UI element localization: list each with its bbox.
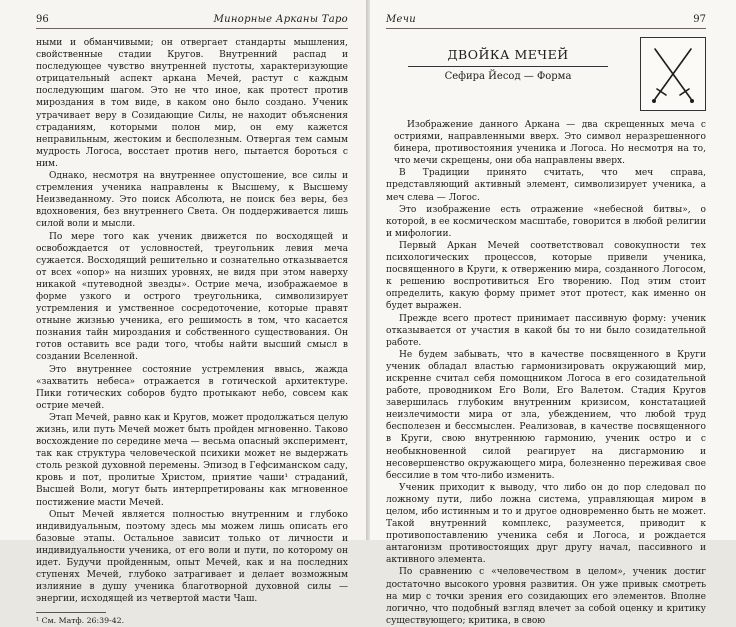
chapter-title: ДВОЙКА МЕЧЕЙ [447, 47, 569, 62]
paragraph: Первый Аркан Мечей соответствовал совокупности тех психологических процессов, которые привели ученика, посвященного в Круги, к отвержению мира, созданного Логосом, к решению воспротивиться Его творению. Под этим стоит определить, какую форму примет этот протест, как именно он будет выражен. [386, 240, 706, 312]
chapter-header [386, 37, 706, 111]
right-page [370, 0, 736, 626]
right-page-number: 97 [693, 14, 706, 25]
paragraph: Прежде всего протест принимает пассивную форму: ученик отказывается от участия в какой бы то ни было созидательной работе. [386, 313, 706, 348]
paragraph: Изображение данного Аркана — два скрещенных меча с остриями, направленными вверх. Это символ неразрешенного бинера, противостояния ученика и Логоса. Но несмотря на то, что мечи скрещены, они оба направлены вверх. [394, 120, 706, 167]
right-running-title: Мечи [386, 14, 417, 25]
paragraph: Этап Мечей, равно как и Кругов, может продолжаться целую жизнь, или путь Мечей может быть пройден мгновенно. Таково восхождение по середине меча — весьма опасный эксперимент, так как структура человеческой психики может не выдержать столь резкой духовной перемены. Эпизод в Гефсиманском саду, кровь и пот, пролитые Христом, приятие чаши¹ страданий, Высшей Воли, могут быть интерпретированы как мгновенное постижение масти Мечей. [36, 412, 348, 508]
paragraph: Не будем забывать, что в качестве посвященного в Круги ученик обладал властью гармонизировать окружающий мир, искренне считал себя помощником Логоса в его созидательной работе, проводником Его Воли, Его Валетом. Стадия Кругов завершилась глубоким внутренним кризисом, констатацией неизлечимости мира от зла, убеждением, что любой труд бесполезен и бессмыслен. Реализовав, в качестве посвященного в Круги, свою внутреннюю гармонию, ученик остро и с необыкновенной силой реагирует на дисгармонию и несовершенство окружающего мира, болезненно переживая свое бессилие в том что-либо изменить. [386, 349, 706, 481]
footnote: ¹ См. Матф. 26:39-42. [36, 616, 125, 626]
left-running-title: Минорные Арканы Таро [213, 14, 348, 25]
left-body-text [36, 37, 348, 605]
paragraph: Однако, несмотря на внутреннее опустошение, все силы и стремления ученика направлены к Высшему, к Высшему Неизведанному. Это поиск Абсолюта, не поиск без веры, без вдохновения, без внутреннего Света. Он поддерживается лишь силой воли и мысли. [36, 171, 348, 230]
left-running-header [36, 14, 348, 29]
paragraph: По мере того как ученик движется по восходящей и освобождается от условностей, треугольник левия меча сужается. Восходящий решительно и сознательно отказывается от всех «опор» на низших уровнях, не видя при этом наверху никакой «путеводной звезды». Острие меча, изображаемое в форме узкого и острого треугольника, символизирует устремления и умственное сосредоточение, которые правят отныне жизнью ученика, его решимость в том, что касается познания тайн мироздания и собственного существования. Он готов оставить все ради того, чтобы найти высший смысл в создании Вселенной. [36, 231, 348, 363]
left-page [0, 0, 366, 626]
chapter-headings [386, 37, 630, 111]
paragraph: ными и обманчивыми; он отвергает стандарты мышления, свойственные стадии Кругов. Внутренний распад и последующее чувство внутренней пустоты, характеризующие отрицательный аспект аркана Мечей, растут с каждым последующим шагом. Это не что иное, как протест против мироздания в том виде, в каком оно было создано. Ученик утрачивает веру в Созидающие Силы, не находит объяснения страданиям, которыми полон мир, он ему кажется неправильным, жестоким и бесполезным. Отвергая тем самым мудрость Логоса, восстает против него, пытается бороться с ним. [36, 38, 348, 169]
paragraph: Это изображение есть отражение «небесной битвы», о которой, в ее космическом масштабе, говорится в любой религии и мифологии. [386, 204, 706, 239]
right-running-header [386, 14, 706, 29]
paragraph: По сравнению с «человечеством в целом», ученик достиг достаточно высокого уровня развития. Он уже привык смотреть на мир с точки зрения его созидающих его элементов. Вполне логично, что подобный взгляд влечет за собой оценку и критику существующего; критика, в свою [386, 567, 706, 626]
paragraph: Это внутреннее состояние устремления ввысь, жажда «захватить небеса» отражается в готической архитектуре. Пики готических соборов будто протыкают небо, совсем как острие мечей. [36, 364, 348, 411]
two-crossed-swords-icon [640, 37, 706, 111]
footnote-divider [36, 612, 106, 613]
left-page-number: 96 [36, 14, 49, 25]
paragraph: Опыт Мечей является полностью внутренним и глубоко индивидуальным, поэтому здесь мы можем лишь описать его базовые этапы. Остальное зависит только от личности и индивидуальности ученика, от его воли и пути, по которому он идет. Будучи пройденным, опыт Мечей, как и на последних ступенях Мечей, глубоко затрагивает и делает возможным излияние в душу ученика благотворной духовной силы — энергии, исходящей из четвертой масти Чаш. [36, 509, 348, 605]
right-body-text [386, 119, 706, 627]
paragraph: Ученик приходит к выводу, что либо он до пор следовал по ложному пути, либо ложна система, управляющая миром в целом, ибо истинным и то и другое одновременно быть не может. Такой внутренний комплекс, разумеется, приводит к противопоставлению ученика себя и Логоса, и рождается антагонизм противостоящих друг другу начал, пассивного и активного элемента. [386, 482, 706, 566]
chapter-subtitle: Сефира Йесод — Форма [444, 71, 572, 82]
title-rule [408, 66, 608, 67]
paragraph: В Традиции принято считать, что меч справа, представляющий активный элемент, символизирует ученика, а меч слева — Логос. [386, 168, 706, 203]
